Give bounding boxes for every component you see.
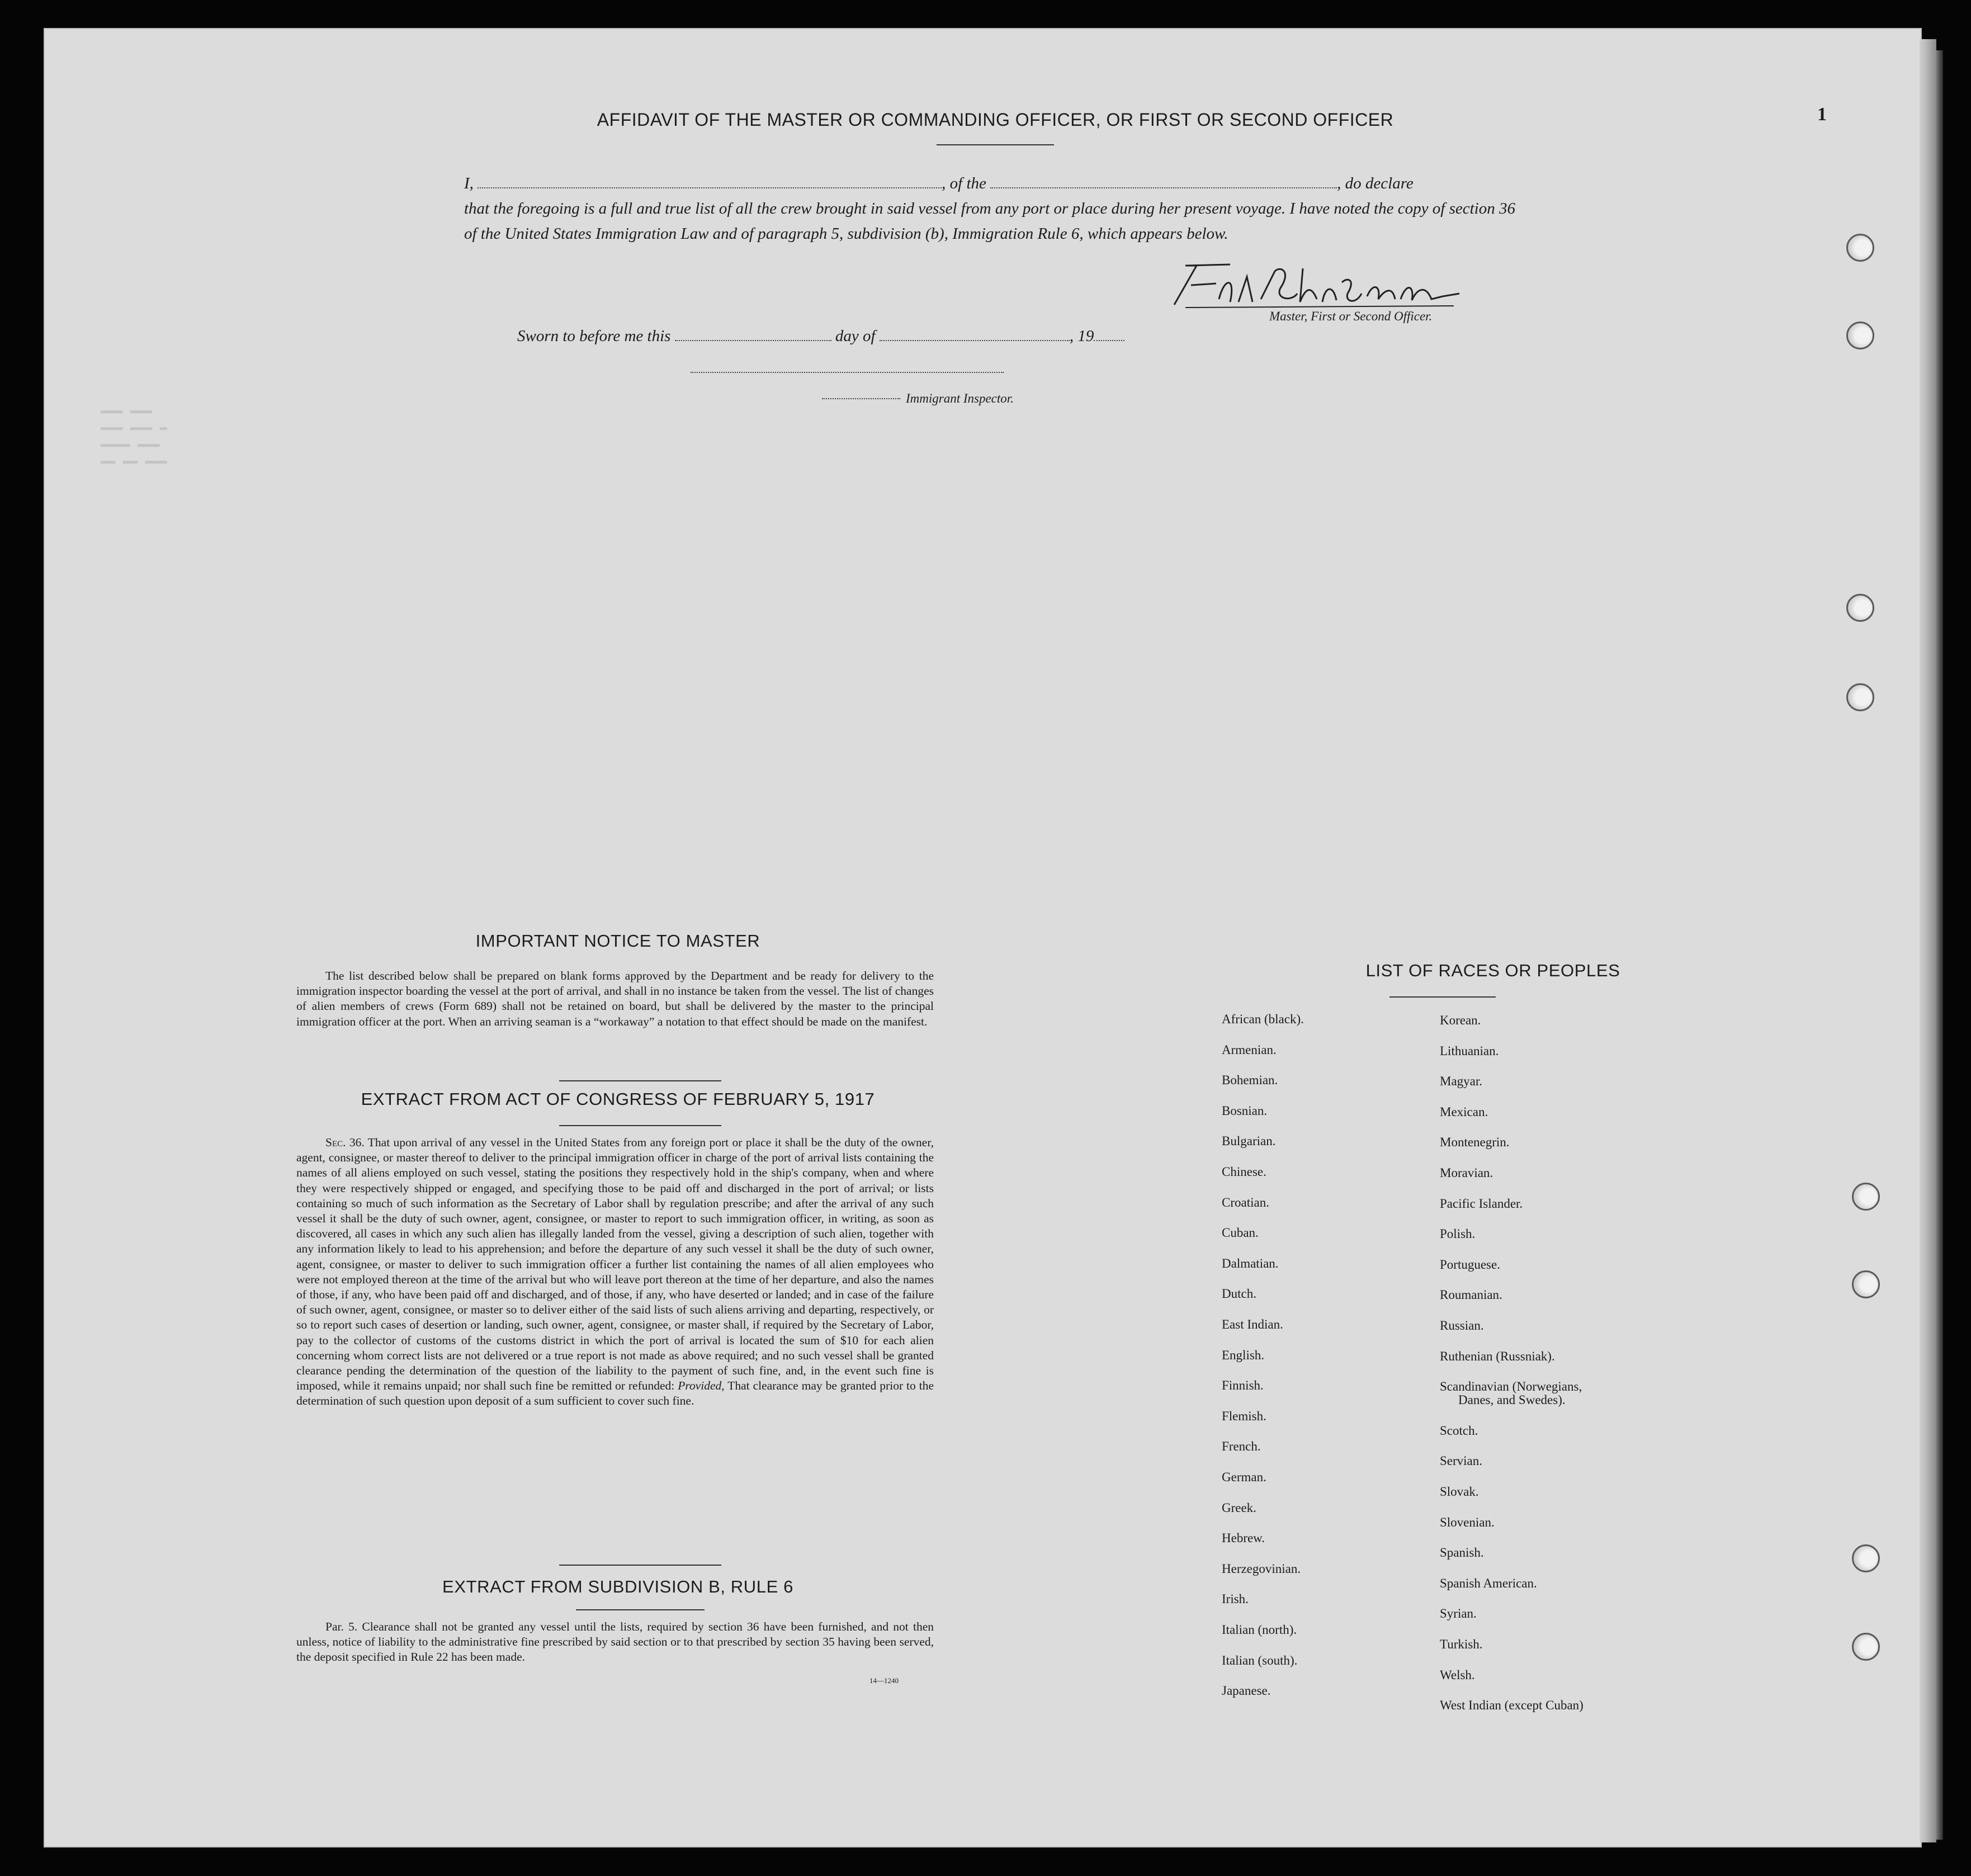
left-race-item: Chinese.: [1222, 1165, 1266, 1179]
inspector-label: Immigrant Inspector.: [906, 391, 1014, 405]
inspector-signature-line[interactable]: [691, 372, 1004, 373]
left-race-item: German.: [1222, 1470, 1266, 1484]
right-race-item: Pacific Islander.: [1440, 1196, 1523, 1211]
left-race-item: Italian (north).: [1222, 1623, 1297, 1637]
declaration-text: that the foregoing is a full and true list of all the crew brought in said vessel from any port or place during her present voyage. I have noted the copy of section 36 of the United States Immigration Law and of paragraph 5, subdivision (b), Immigration Rule 6, which appears below.: [464, 200, 1515, 243]
year-blank[interactable]: [1094, 340, 1124, 341]
left-race-item: Hebrew.: [1222, 1531, 1265, 1546]
right-race-item: Moravian.: [1440, 1166, 1493, 1180]
right-race-item: Russian.: [1440, 1319, 1484, 1332]
extract-rule-body: [296, 1619, 934, 1665]
name-blank[interactable]: [478, 187, 942, 188]
page-number: 1: [1817, 104, 1827, 125]
day-of-label: day of: [835, 327, 876, 345]
notice-body: [296, 968, 934, 1029]
punch-hole: [1846, 594, 1874, 622]
punch-hole: [1852, 1633, 1880, 1661]
left-race-item: English.: [1222, 1348, 1265, 1362]
extract-act-title: EXTRACT FROM ACT OF CONGRESS OF FEBRUARY 5, 1917: [361, 1089, 875, 1109]
punch-hole: [1846, 234, 1874, 262]
sworn-label: Sworn to before me this: [517, 327, 671, 345]
extract-rule-title: EXTRACT FROM SUBDIVISION B, RULE 6: [442, 1577, 793, 1596]
right-race-item: Mexican.: [1440, 1104, 1488, 1119]
inspector-dots: [822, 398, 900, 399]
left-race-item: Bulgarian.: [1222, 1134, 1276, 1149]
title-divider: [937, 144, 1054, 145]
races-divider: [1389, 996, 1496, 998]
left-race-item: African (black).: [1222, 1012, 1304, 1026]
proviso-text: That clearance may be granted prior to the determination of such question upon deposit of a sum sufficient to cover such fine.: [296, 1379, 934, 1408]
right-race-item: Turkish.: [1440, 1637, 1483, 1651]
section-label: Sec. 36.: [325, 1136, 365, 1149]
left-race-item: Irish.: [1222, 1592, 1249, 1606]
signature-caption: Master, First or Second Officer.: [1269, 309, 1433, 323]
left-race-item: Dutch.: [1222, 1287, 1256, 1301]
section-36-text: That upon arrival of any vessel in the United States from any foreign port or place it shall be the duty of the owner, agent, consignee, or master thereof to deliver to the principal immigration officer in charge of the port of arrival lists containing the names of all aliens employed on such vessel, stating the positions they respectively hold in the ship's company, when and where they were respectively shipped or engaged, and specifying those to be paid off and discharged in the port of arrival; or lists containing so much of such information as the Secretary of Labor shall by regulation prescribe; and after the arrival of any such vessel it shall be the duty of such owner, agent, consignee, or master to report to such immigration officer, in writing, as soon as discovered, all cases in which any such alien has illegally landed from the vessel, giving a description of such alien, together with any information likely to lead to his apprehension; and before the departure of any such vessel it shall be the duty of such owner, agent, consignee, or master to deliver to such immigration officer a further list containing the names of all alien employees who were not employed thereon at the time of the arrival but who will leave port thereon at the time of her departure, and also the names of those, if any, who have been paid off and discharged, and of those, if any, who have deserted or landed; and in case of the failure of such owner, agent, consignee, or master so to deliver either of the said lists of such aliens arriving and departing, respectively, or so to report such cases of desertion or landing, such owner, agent, consignee, or master shall, if required by the Secretary of Labor, pay to the collector of customs of the customs district in which the port of arrival is located the sum of $10 for each alien concerning whom correct lists are not delivered or a true report is not made as above required; and no such vessel shall be granted clearance pending the determination of the question of the liability to the payment of such fine, and, in the event such fine is imposed, while it remains unpaid; nor shall such fine be remitted or refunded:: [296, 1136, 934, 1393]
left-race-item: Cuban.: [1222, 1226, 1259, 1240]
of-the-label: , of the: [942, 174, 986, 192]
extract-rule-divider: [576, 1609, 705, 1610]
left-race-item: Dalmatian.: [1222, 1256, 1279, 1270]
right-race-item: Ruthenian (Russniak).: [1440, 1349, 1555, 1363]
punch-hole: [1852, 1544, 1880, 1572]
right-race-item: Scandinavian (Norwegians,: [1440, 1379, 1582, 1394]
year-label: , 19: [1069, 327, 1094, 345]
form-code: 14—1240: [869, 1676, 899, 1685]
right-race-item: Montenegrin.: [1440, 1135, 1510, 1150]
right-race-item: Slovenian.: [1440, 1515, 1495, 1529]
master-signature: [1163, 254, 1476, 316]
races-title: LIST OF RACES OR PEOPLES: [1365, 961, 1620, 980]
right-race-item: West Indian (except Cuban): [1440, 1698, 1584, 1713]
notice-paragraph: The list described below shall be prepared on blank forms approved by the Department and be ready for delivery to the immigration inspector boarding the vessel at the port of arrival, and shall in no instance be taken from the vessel. The list of changes of alien members of crews (Form 689) shall not be retained on board, but shall be delivered by the master to the principal immigration officer at the port. When an arriving seaman is a “workaway” a notation to that effect should be made on the manifest.: [296, 969, 934, 1028]
affidavit-title: AFFIDAVIT OF THE MASTER OR COMMANDING OFFICER, OR FIRST OR SECOND OFFICER: [597, 110, 1394, 130]
sworn-line: [517, 327, 1244, 346]
page-edge-dark: [1936, 50, 1943, 1840]
left-race-item: French.: [1222, 1439, 1261, 1454]
extract-act-divider: [559, 1125, 721, 1126]
right-race-item: Spanish American.: [1440, 1576, 1537, 1590]
extract-act-body: [296, 1135, 934, 1409]
left-race-item: Japanese.: [1222, 1684, 1271, 1698]
right-race-item: Danes, and Swedes).: [1458, 1393, 1566, 1407]
left-race-item: Finnish.: [1222, 1378, 1264, 1393]
sworn-month-blank[interactable]: [880, 340, 1070, 341]
left-race-item: Armenian.: [1222, 1042, 1277, 1057]
punch-hole: [1846, 322, 1874, 349]
right-race-item: Welsh.: [1440, 1667, 1475, 1682]
left-race-item: Croatian.: [1222, 1195, 1269, 1209]
do-declare-label: , do declare: [1337, 174, 1414, 192]
right-race-item: Syrian.: [1440, 1606, 1477, 1621]
right-race-item: Portuguese.: [1440, 1257, 1500, 1272]
left-race-item: East Indian.: [1222, 1317, 1283, 1331]
i-label: I,: [464, 174, 474, 192]
extract-rule-divider-top: [559, 1565, 721, 1566]
declaration-block: [464, 171, 1515, 247]
left-race-item: Bosnian.: [1222, 1103, 1268, 1118]
right-race-item: Magyar.: [1440, 1074, 1483, 1089]
bleed-through-marks: ▬▬▬ ▬▬▬ ▬▬▬ ▬▬▬ ▬ ▬▬▬▬ ▬▬▬ ▬▬ ▬▬ ▬▬▬: [101, 404, 167, 468]
sworn-day-blank[interactable]: [675, 340, 831, 341]
right-race-item: Slovak.: [1440, 1485, 1479, 1499]
right-race-item: Spanish.: [1440, 1546, 1484, 1560]
right-race-item: Korean.: [1440, 1013, 1481, 1027]
punch-hole: [1852, 1270, 1880, 1298]
left-race-item: Herzegovinian.: [1222, 1561, 1301, 1576]
left-race-item: Bohemian.: [1222, 1073, 1278, 1088]
left-race-item: Flemish.: [1222, 1409, 1266, 1423]
right-race-item: Scotch.: [1440, 1423, 1478, 1438]
page-edge-shadow: [1920, 39, 1936, 1842]
proviso-label: Provided,: [678, 1379, 725, 1393]
right-race-item: Roumanian.: [1440, 1288, 1502, 1302]
paragraph-5-text: Par. 5. Clearance shall not be granted any vessel until the lists, required by section 36 have been furnished, and not then unless, notice of liability to the administrative fine prescribed by said section or to that prescribed by section 35 having been served, the deposit specified in Rule 22 has been made.: [296, 1620, 934, 1664]
left-race-item: Greek.: [1222, 1500, 1256, 1515]
punch-hole: [1846, 683, 1874, 711]
punch-hole: [1852, 1183, 1880, 1211]
vessel-blank[interactable]: [990, 187, 1337, 188]
right-race-item: Lithuanian.: [1440, 1043, 1499, 1058]
left-race-item: Italian (south).: [1222, 1653, 1298, 1667]
right-race-item: Polish.: [1440, 1227, 1476, 1241]
right-race-item: Servian.: [1440, 1454, 1483, 1468]
notice-divider: [559, 1080, 721, 1081]
notice-title: IMPORTANT NOTICE TO MASTER: [475, 931, 760, 951]
